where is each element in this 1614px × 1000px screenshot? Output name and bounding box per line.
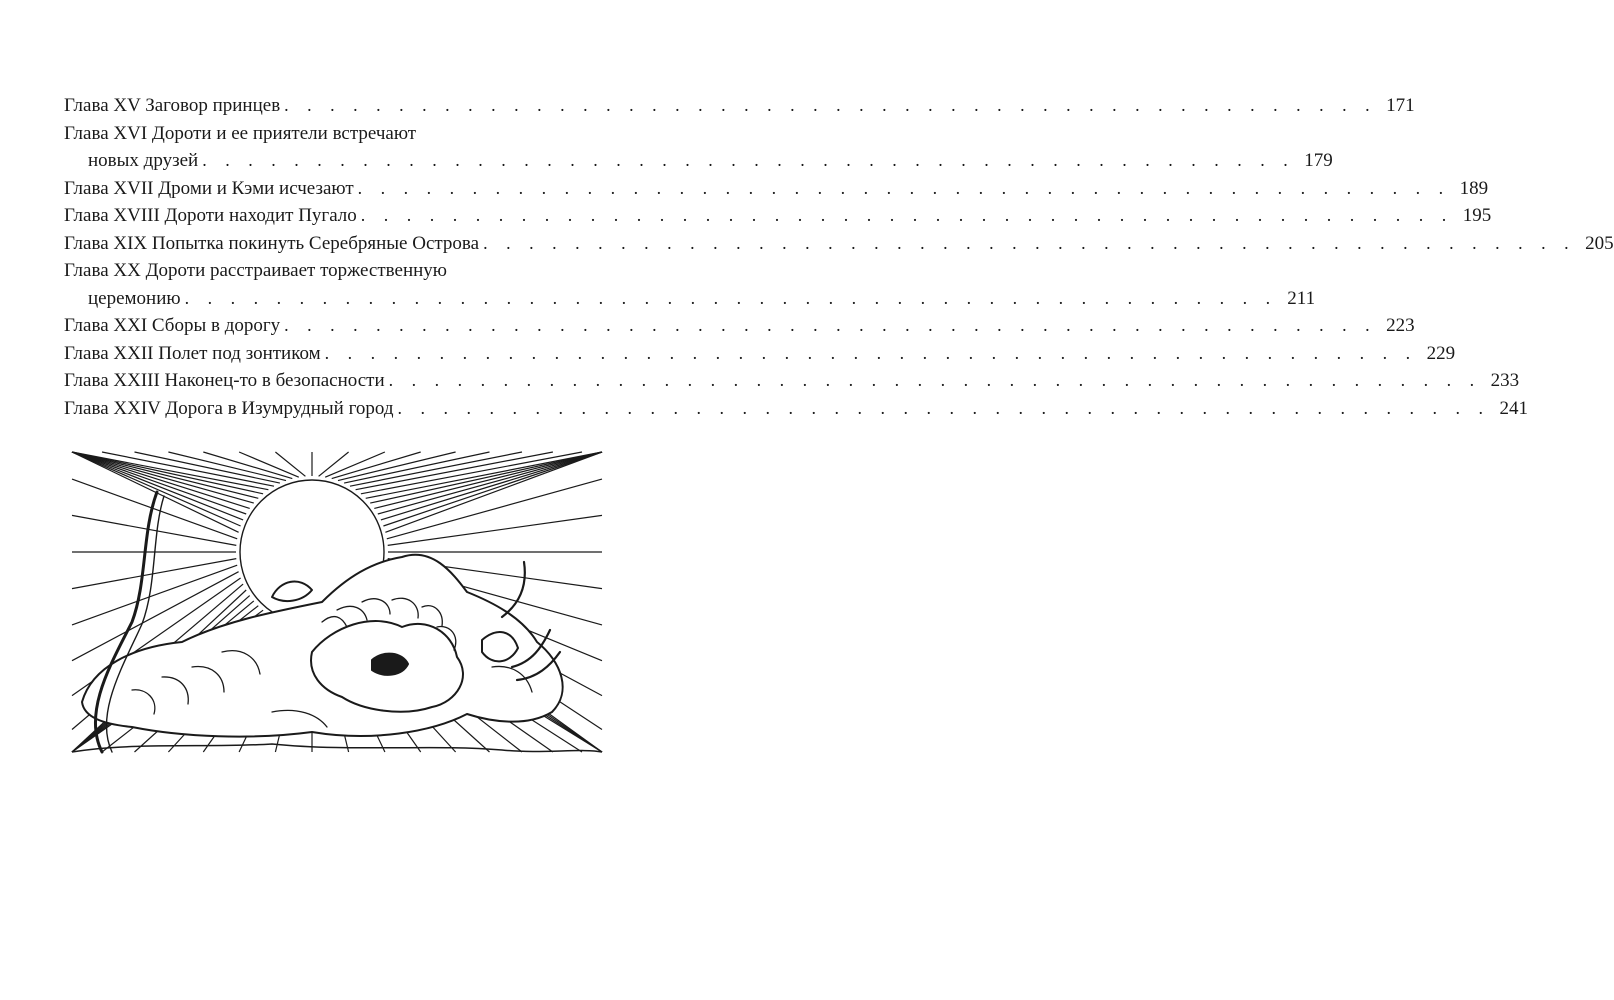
toc-entry-title: Глава XXIII Наконец-то в безопасности xyxy=(64,370,385,391)
toc-entry-page: 171 xyxy=(1386,95,1415,116)
toc-leader-dots: . . . . . . . . . . . . . . . . . . . . . . . . . . . . . . . . . . . . . . . . . . . . . . . . xyxy=(202,150,1295,170)
toc-entry-page: 229 xyxy=(1426,342,1456,364)
toc-entry[interactable] xyxy=(64,175,1489,203)
toc-entry-title: Глава XX Дороти расстраивает торжественную xyxy=(64,260,447,281)
toc-leader-dots: . . . . . . . . . . . . . . . . . . . . . . . . . . . . . . . . . . . . . . . . . . . . . . . . xyxy=(388,370,1482,390)
toc-leader-dots: . . . . . . . . . . . . . . . . . . . . . . . . . . . . . . . . . . . . . . . . . . . . . . . . xyxy=(483,232,1576,253)
toc-entry[interactable] xyxy=(64,257,1316,312)
toc-entry[interactable] xyxy=(64,312,1415,340)
sun-ray xyxy=(275,452,305,476)
sleeping-lion-sunrise-engraving-icon xyxy=(72,452,602,772)
toc-entry-page: 241 xyxy=(1499,397,1529,419)
toc-entry-title: Глава XVIII Дороти находит Пугало xyxy=(64,205,357,226)
toc-entry-page: 211 xyxy=(1287,287,1316,309)
toc-leader-dots: . . . . . . . . . . . . . . . . . . . . . . . . . . . . . . . . . . . . . . . . . . . . . . . . xyxy=(360,205,1454,225)
toc-entry[interactable] xyxy=(64,202,1492,230)
toc-entry-title: Глава XXI Сборы в дорогу xyxy=(64,315,281,336)
toc-leader-dots: . . . . . . . . . . . . . . . . . . . . . . . . . . . . . . . . . . . . . . . . . . . . . . . . xyxy=(357,177,1451,198)
toc-entry-page: 223 xyxy=(1386,315,1415,336)
toc-entry-title: Глава XVII Дроми и Кэми исчезают xyxy=(64,177,354,199)
sun-ray xyxy=(325,452,385,477)
toc-entry[interactable] xyxy=(64,367,1520,395)
toc-entry-title-continued: новых друзей xyxy=(88,150,199,171)
toc-leader-dots: . . . . . . . . . . . . . . . . . . . . . . . . . . . . . . . . . . . . . . . . . . . . . . . . xyxy=(324,342,1418,363)
toc-entry-page: 195 xyxy=(1462,205,1492,226)
toc-leader-dots: . . . . . . . . . . . . . . . . . . . . . . . . . . . . . . . . . . . . . . . . . . . . . . . . xyxy=(397,397,1491,418)
toc-entry-page: 233 xyxy=(1490,370,1520,391)
toc-entry[interactable] xyxy=(64,120,1333,175)
toc-entry-title-continued: церемонию xyxy=(88,287,181,309)
sun-ray xyxy=(319,452,349,476)
sun-ray xyxy=(72,452,250,508)
toc-entry[interactable] xyxy=(64,340,1456,368)
toc-entry-page: 205 xyxy=(1585,232,1614,254)
sun-ray xyxy=(239,452,299,477)
toc-leader-dots: . . . . . . . . . . . . . . . . . . . . . . . . . . . . . . . . . . . . . . . . . . . . . . . . xyxy=(184,287,1278,308)
toc-entry[interactable] xyxy=(64,230,1614,258)
sun-ray xyxy=(72,452,246,514)
sun-ray xyxy=(366,452,602,498)
table-of-contents xyxy=(64,92,1614,422)
toc-entry-title: Глава XV Заговор принцев xyxy=(64,95,281,116)
toc-entry-title: Глава XIX Попытка покинуть Серебряные Острова xyxy=(64,232,480,254)
toc-entry-title: Глава XXIV Дорога в Изумрудный город xyxy=(64,397,394,419)
toc-entry-title: Глава XVI Дороти и ее приятели встречают xyxy=(64,122,417,144)
sun-ray xyxy=(378,452,602,514)
toc-entry[interactable] xyxy=(64,92,1415,120)
toc-entry-title: Глава XXII Полет под зонтиком xyxy=(64,342,321,364)
toc-entry[interactable] xyxy=(64,395,1529,423)
sun-ray xyxy=(72,452,268,490)
toc-entry-page: 189 xyxy=(1459,177,1489,199)
toc-leader-dots: . . . . . . . . . . . . . . . . . . . . . . . . . . . . . . . . . . . . . . . . . . . . . . . . xyxy=(284,95,1377,115)
toc-entry-page: 179 xyxy=(1304,150,1333,171)
toc-leader-dots: . . . . . . . . . . . . . . . . . . . . . . . . . . . . . . . . . . . . . . . . . . . . . . . . xyxy=(284,315,1377,335)
